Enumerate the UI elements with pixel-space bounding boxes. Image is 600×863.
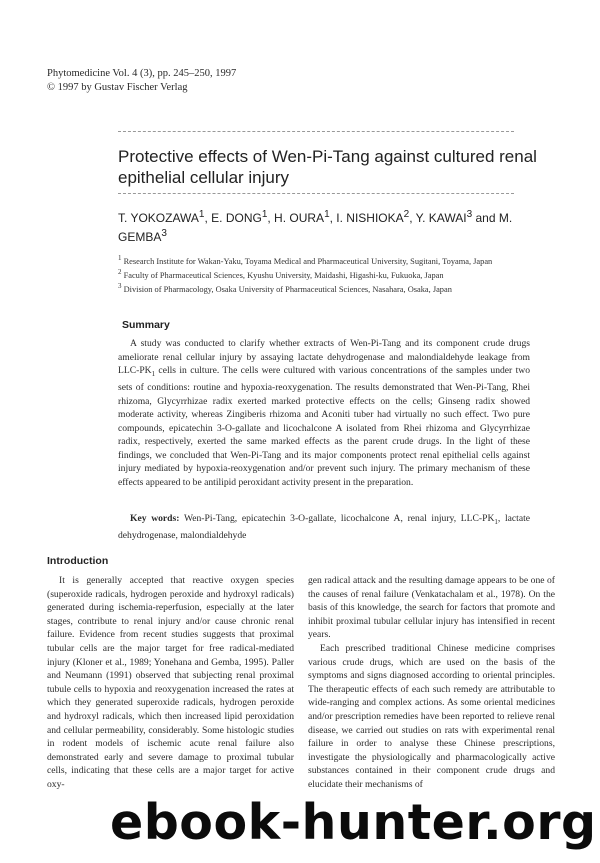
keywords-label: Key words: <box>130 513 180 524</box>
intro-column-left <box>47 574 294 792</box>
affiliation-item: $^1$ Research Institute for Wakan-Yaku, Toyama Medical and Pharmaceutical University, Sugitani, Toyama, Japan <box>118 254 493 266</box>
journal-copyright: © 1997 by Gustav Fischer Verlag <box>47 82 188 93</box>
journal-citation: Phytomedicine Vol. 4 (3), pp. 245–250, 1997 <box>47 68 237 79</box>
article-title: Protective effects of Wen-Pi-Tang against cultured renal epithelial cellular injury <box>118 147 537 187</box>
paragraph: Each prescribed traditional Chinese medicine comprises various crude drugs, which are used on the basis of the symptoms and signs diagnosed according to oriental principles. The therapeutic effects of each such remedy are attributable to wide-ranging and complex actions. As some oriental medicines and/or prescription remedies have been reported to relieve renal disease, we carried out studies on rats with experimental renal failure in order to analyse these Chinese prescriptions, investigate the physiologically and pharmacologically active substances contained in their component crude drugs and elucidate their mechanisms of <box>308 642 555 790</box>
keywords: Key words: Wen-Pi-Tang, epicatechin 3-O-gallate, licochalcone A, renal injury, LLC-$PK_1$, lactate dehydrogenase, malondialdehyde <box>118 513 530 542</box>
journal-header <box>47 67 236 95</box>
title-rule-top <box>118 131 514 132</box>
author-list <box>118 207 538 245</box>
affiliations <box>118 253 528 294</box>
author: I. NISHIOKA$^2$, <box>336 209 416 225</box>
affiliation-item: $^3$ Division of Pharmacology, Osaka University of Pharmaceutical Sciences, Nasahara, Osaka, Japan <box>118 281 452 294</box>
paragraph: gen radical attack and the resulting damage appears to be one of the causes of renal failure (Venkatachalam et al., 1978). On the basis of this knowledge, the search for factors that promote and inhibit proximal tubular cellular injury has intensified in recent years. <box>308 575 555 641</box>
affiliation-item: $^2$ Faculty of Pharmaceutical Sciences, Kyushu University, Maidashi, Higashi-ku, Fukuoka, Japan <box>118 267 444 280</box>
title-rule-bottom <box>118 193 514 194</box>
author: E. DONG$^1$, <box>211 209 275 225</box>
intro-column-right <box>308 574 555 792</box>
watermark: ebook-hunter.org <box>110 794 597 851</box>
paragraph: It is generally accepted that reactive oxygen species (superoxide radicals, hydrogen peroxide and hydroxyl radicals) generated during ischemia-reperfusion, especially at the later stages, contribute to renal injury and/or cause chronic renal failure. Evidence from recent studies suggests that proximal tubular cells are the major target for free radical-mediated injury (Kloner et al., 1989; Yonehana and Gemba, 1995). Paller and Neumann (1991) observed that subjecting renal proximal tubule cells to hypoxia and reoxygenation increased the rates at which they generated superoxide radicals, hydrogen peroxide and hydroxyl radicals, which then increased lipid peroxidation and cellular permeability, considerably. Some histologic studies in rodent models of ischemic acute renal failure also demonstrated early and severe damage to proximal tubular cells, indicating that these cells are a major target for active oxy- <box>47 575 294 790</box>
author: H. OURA$^1$, <box>274 209 337 225</box>
summary-text: A study was conducted to clarify whether extracts of Wen-Pi-Tang and its component crude drugs ameliorate renal cellular injury by assaying lactate dehydrogenase and malondialdehyde leakage from LLC-$PK_1$ cells in culture. The cells were cultured with various concentrations of the samples under two sets of conditions: routine and hypoxia-reoxygenation. The results demonstrated that Wen-Pi-Tang, Rhei rhizoma, Glycyrrhizae radix exerted marked protective effects on the cells; Ginseng radix showed moderate activity, whereas Zingiberis rhizoma and Aconiti tuber had virtually no such effect. Two pure compounds, epicatechin 3-O-gallate and licochalcone A isolated from Rhei rhizoma and Glycyrrhizae radix, respectively, exerted the same marked effects as the parent crude drugs. In the light of these findings, we concluded that Wen-Pi-Tang and its major components protect renal epithelial cells against injury mediated by hypoxia-reoxygenation and/or prevent such injury. The primary mechanism of these effects appeared to be antilipid peroxidant activity present in the preparation. <box>118 338 530 488</box>
summary-heading: Summary <box>122 319 170 331</box>
introduction-heading: Introduction <box>47 555 109 567</box>
author: M. GEMBA$^3$ <box>118 211 513 244</box>
author: Y. KAWAI$^3$ and <box>415 209 499 225</box>
author: T. YOKOZAWA$^1$, <box>118 209 212 225</box>
